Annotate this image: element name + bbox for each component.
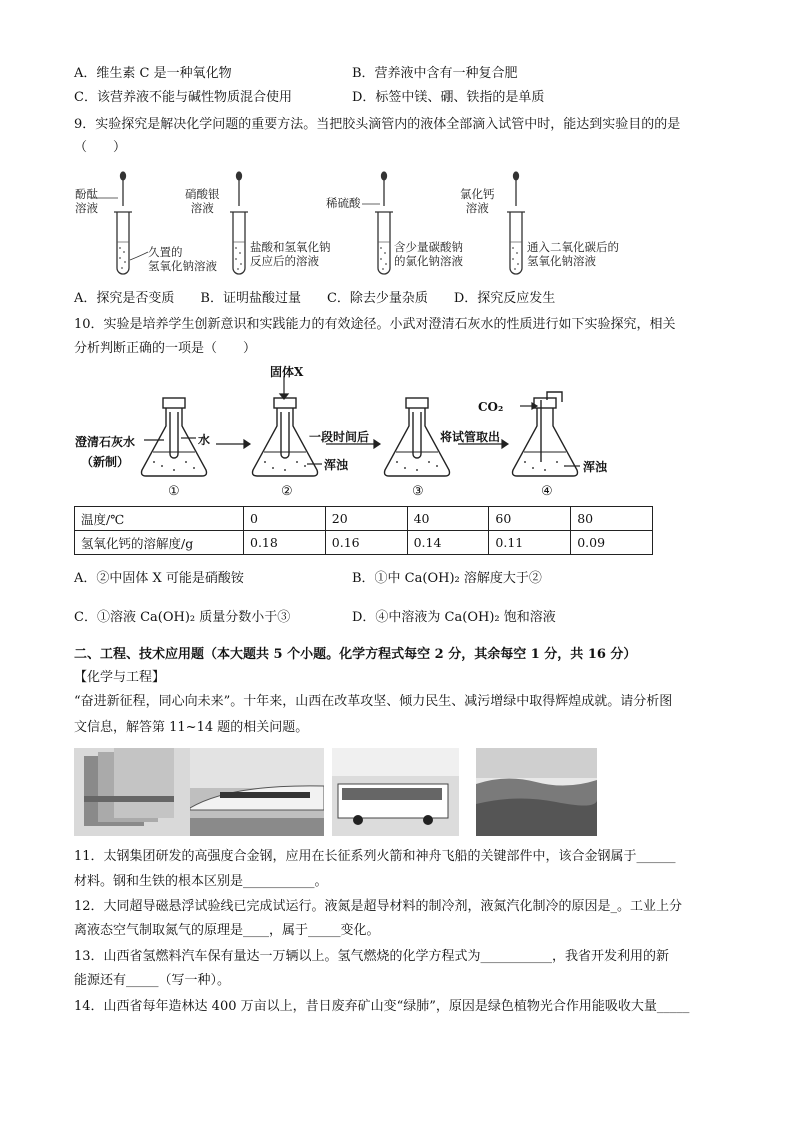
q10-co2-label: CO₂ bbox=[478, 400, 504, 414]
q10-new-made-label: （新制） bbox=[81, 455, 130, 469]
q14-line-1: 14．山西省每年造林达 400 万亩以上，昔日废弃矿山变“绿肺”，原因是绿色植物光合作用能吸收大量_____ bbox=[74, 999, 690, 1014]
q10-stem-2: 分析判断正确的一项是（ ） bbox=[74, 341, 257, 356]
q8-option-c: C．该营养液不能与碱性物质混合使用 bbox=[74, 90, 292, 105]
q9-a-dropper-label: 酚酞 溶液 bbox=[75, 187, 98, 215]
q10-option-d: D．④中溶液为 Ca(OH)₂ 饱和溶液 bbox=[352, 610, 556, 625]
q10-take-out-label: 将试管取出 bbox=[440, 430, 501, 444]
q10-flask-number-4: ④ bbox=[541, 484, 553, 499]
q12-line-2: 离液态空气制取氮气的原理是____，属于_____变化。 bbox=[74, 923, 380, 938]
q9-c-dropper-label: 稀硫酸 bbox=[326, 196, 361, 210]
table-cell: 40 bbox=[407, 507, 489, 531]
q10-turbid-label-2: 浑浊 bbox=[583, 460, 608, 474]
table-cell: 80 bbox=[571, 507, 653, 531]
q8-option-d: D．标签中镁、硼、铁指的是单质 bbox=[352, 90, 545, 105]
table-cell: 温度/℃ bbox=[75, 507, 244, 531]
solubility-table bbox=[74, 506, 653, 555]
table-cell: 0.18 bbox=[244, 531, 326, 555]
table-cell: 0.14 bbox=[407, 531, 489, 555]
alloy-steel-photo bbox=[74, 748, 191, 836]
table-cell: 60 bbox=[489, 507, 571, 531]
q10-flask-number-3: ③ bbox=[412, 484, 424, 499]
q10-limewater-label: 澄清石灰水 bbox=[75, 435, 136, 449]
table-cell: 0.09 bbox=[571, 531, 653, 555]
q9-a-tube-label: 久置的 氢氧化钠溶液 bbox=[148, 245, 217, 273]
q10-stem: 10．实验是培养学生创新意识和实践能力的有效途径。小武对澄清石灰水的性质进行如下实验探究，相关 bbox=[74, 317, 676, 332]
q9-b-tube-label: 盐酸和氢氧化钠 反应后的溶液 bbox=[250, 240, 331, 268]
q9-d-tube-label: 通入二氧化碳后的 氢氧化钠溶液 bbox=[527, 240, 619, 268]
q11-line-1: 11．太钢集团研发的高强度合金钢，应用在长征系列火箭和神舟飞船的关键部件中，该合金钢属于______ bbox=[74, 849, 676, 864]
q11-line-2: 材料。钢和生铁的根本区别是___________。 bbox=[74, 874, 328, 889]
q8-option-b: B．营养液中含有一种复合肥 bbox=[352, 66, 518, 81]
q9-b-dropper-label: 硝酸银 溶液 bbox=[185, 187, 220, 215]
q8-option-a: A．维生素 C 是一种氧化物 bbox=[74, 66, 232, 81]
table-cell: 0.16 bbox=[325, 531, 407, 555]
q13-line-2: 能源还有_____（写一种）。 bbox=[74, 973, 231, 988]
q9-d-dropper-label: 氯化钙 溶液 bbox=[460, 187, 495, 215]
q13-line-1: 13．山西省氢燃料汽车保有量达一万辆以上。氢气燃烧的化学方程式为___________，我省开发利用的新 bbox=[74, 949, 670, 964]
section-2-subtitle: 【化学与工程】 bbox=[74, 670, 166, 685]
q10-after-time-label: 一段时间后 bbox=[309, 430, 370, 444]
section-2-title: 二、工程、技术应用题（本大题共 5 个小题。化学方程式每空 2 分，其余每空 1 分，共 16 分） bbox=[74, 647, 637, 662]
table-row bbox=[75, 531, 653, 555]
q9-stem-paren: （ ） bbox=[74, 140, 127, 155]
q10-solid-x-label: 固体X bbox=[270, 365, 304, 379]
q10-water-label: 水 bbox=[198, 433, 211, 447]
table-cell: 氢氧化钙的溶解度/g bbox=[75, 531, 244, 555]
q10-option-c: C．①溶液 Ca(OH)₂ 质量分数小于③ bbox=[74, 610, 291, 625]
q10-option-a: A．②中固体 X 可能是硝酸铵 bbox=[74, 571, 244, 586]
green-mountain-photo bbox=[476, 748, 597, 836]
table-row bbox=[75, 507, 653, 531]
table-cell: 0 bbox=[244, 507, 326, 531]
q9-stem: 9．实验探究是解决化学问题的重要方法。当把胶头滴管内的液体全部滴入试管中时，能达到实验目的的是 bbox=[74, 117, 681, 132]
section-2-intro: “奋进新征程，同心向未来”。十年来，山西在改革攻坚、倾力民生、减污增绿中取得辉煌成就。请分析图 bbox=[74, 694, 673, 709]
q10-flask-number-2: ② bbox=[281, 484, 293, 499]
maglev-train-photo bbox=[190, 748, 324, 836]
section-2-intro-2: 文信息，解答第 11~14 题的相关问题。 bbox=[74, 720, 309, 735]
q10-option-b: B．①中 Ca(OH)₂ 溶解度大于② bbox=[352, 571, 542, 586]
q9-options: A．探究是否变质 B．证明盐酸过量 C．除去少量杂质 D．探究反应发生 bbox=[74, 291, 556, 306]
q10-turbid-label-1: 浑浊 bbox=[324, 458, 349, 472]
q10-flask-number-1: ① bbox=[168, 484, 180, 499]
q9-c-tube-label: 含少量碳酸钠 的氯化钠溶液 bbox=[394, 240, 463, 268]
hydrogen-bus-photo bbox=[332, 748, 459, 836]
table-cell: 20 bbox=[325, 507, 407, 531]
table-cell: 0.11 bbox=[489, 531, 571, 555]
q12-line-1: 12．大同超导磁悬浮试验线已完成试运行。液氮是超导材料的制冷剂，液氮汽化制冷的原因是_。工业上分 bbox=[74, 899, 683, 914]
